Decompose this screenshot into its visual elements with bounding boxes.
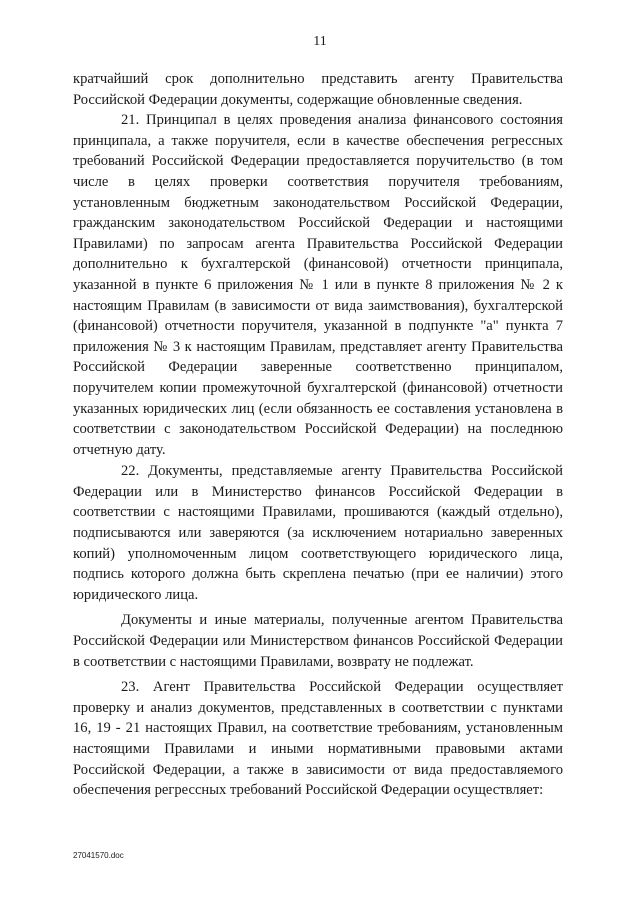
paragraph-23: 23. Агент Правительства Российской Федерации осуществляет проверку и анализ документов, представленных в соответствии с пунктами 16, 19 - 21 настоящих Правил, на соответствие требованиям, установленным настоящими Правилами и иными нормативными правовыми актами Российской Федерации, а также в зависимости от вида предоставляемого обеспечения регрессных требований Российской Федерации осуществляет:	[73, 679, 563, 799]
paragraph-21: 21. Принципал в целях проведения анализа финансового состояния принципала, а также поручителя, если в качестве обеспечения регрессных требований Российской Федерации предоставляется поручительство (в том числе в целях проверки соответствия поручителя требованиям, установленным бюджетным законодательством Российской Федерации, гражданским законодательством Российской Федерации и настоящими Правилами) по запросам агента Правительства Российской Федерации дополнительно к бухгалтерской (финансовой) отчетности принципала, указанной в пункте 6 приложения № 1 или в пункте 8 приложения № 2 к настоящим Правилам (в зависимости от вида заимствования), бухгалтерской (финансовой) отчетности поручителя, указанной в подпункте "а" пункта 7 приложения № 3 к настоящим Правилам, представляет агенту Правительства Российской Федерации заверенные соответственно принципалом, поручителем копии промежуточной бухгалтерской (финансовой) отчетности указанных юридических лиц (если обязанность ее составления установлена в соответствии с законодательством Российской Федерации) на последнюю отчетную дату.	[73, 112, 563, 458]
paragraph-continuation: кратчайший срок дополнительно представить агенту Правительства Российской Федерации документы, содержащие обновленные сведения.	[73, 71, 563, 108]
paragraph-22: 22. Документы, представляемые агенту Правительства Российской Федерации или в Министерство финансов Российской Федерации в соответствии с настоящими Правилами, прошиваются (каждый отдельно), подписываются или заверяются (за исключением нотариально заверенных копий) уполномоченным лицом соответствующего юридического лица, подпись которого должна быть скреплена печатью (при ее наличии) этого юридического лица.	[73, 463, 563, 603]
paragraph-22-documents: Документы и иные материалы, полученные агентом Правительства Российской Федерации или Министерством финансов Российской Федерации в соответствии с настоящими Правилами, возврату не подлежат.	[73, 612, 563, 670]
file-code: 27041570.doc	[73, 851, 124, 860]
page-number: 11	[313, 34, 327, 49]
document-body	[73, 69, 563, 801]
